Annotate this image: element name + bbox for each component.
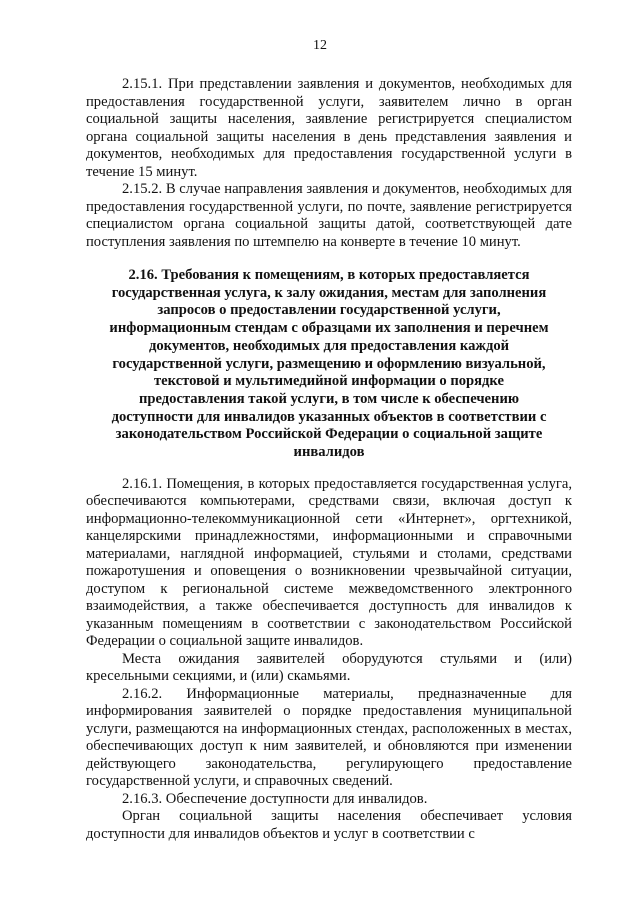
paragraph-2-15-1: 2.15.1. При представлении заявления и документов, необходимых для предоставления государственной услуги, заявителем лично в орган социальной защиты населения, заявление регистрируется специалистом органа социальной защиты населения в день представления заявления и документов, необходимых для предоставления государственной услуги в течение 15 минут.: [86, 76, 572, 180]
paragraph-2-16-1: 2.16.1. Помещения, в которых предоставляется государственная услуга, обеспечиваются компьютерами, средствами связи, включая доступ к информационно-телекоммуникационной сети «Интернет», оргтехникой, канцелярскими принадлежностями, информационными и справочными материалами, наглядной информацией, стульями и столами, средствами пожаротушения и оповещения о возникновении чрезвычайной ситуации, доступом к региональной системе межведомственного электронного взаимодействия, а также обеспечивается доступность для инвалидов к указанным помещениям в соответствии с законодательством Российской Федерации о социальной защите инвалидов.: [86, 475, 572, 650]
paragraph-2-16-3: 2.16.3. Обеспечение доступности для инвалидов.: [122, 790, 428, 807]
paragraph-2-16-2: 2.16.2. Информационные материалы, предназначенные для информирования заявителей о порядке предоставления муниципальной услуги, размещаются на информационных стендах, расположенных в местах, обеспечивающих доступ к ним заявителей, и обновляются при изменении действующего законодательства, регулирующего предоставление государственной услуги, и справочных сведений.: [86, 685, 572, 790]
page-number: 12: [313, 38, 327, 53]
paragraph-accessibility-conditions: Орган социальной защиты населения обеспечивает условия доступности для инвалидов объектов и услуг в соответствии с: [86, 808, 572, 842]
section-heading-2-16: 2.16. Требования к помещениям, в которых предоставляется государственная услуга, к залу ожидания, местам для заполнения запросов о предоставлении государственной услуги, информационным стендам с образцами их заполнения и перечнем документов, необходимых для предоставления каждой государственной услуги, размещению и оформлению визуальной, текстовой и мультимедийной информации о порядке предоставления такой услуги, в том числе к обеспечению доступности для инвалидов указанных объектов в соответствии с законодательством Российской Федерации о социальной защите инвалидов: [109, 267, 549, 461]
paragraph-waiting-areas: Места ожидания заявителей оборудуются стульями и (или) кресельными секциями, и (или) скамьями.: [86, 650, 572, 685]
paragraph-2-15-2: 2.15.2. В случае направления заявления и документов, необходимых для предоставления государственной услуги, по почте, заявление регистрируется специалистом органа социальной защиты датой, соответствующей дате поступления заявления по штемпелю на конверте в течение 10 минут.: [86, 181, 572, 250]
document-body: [86, 76, 572, 843]
